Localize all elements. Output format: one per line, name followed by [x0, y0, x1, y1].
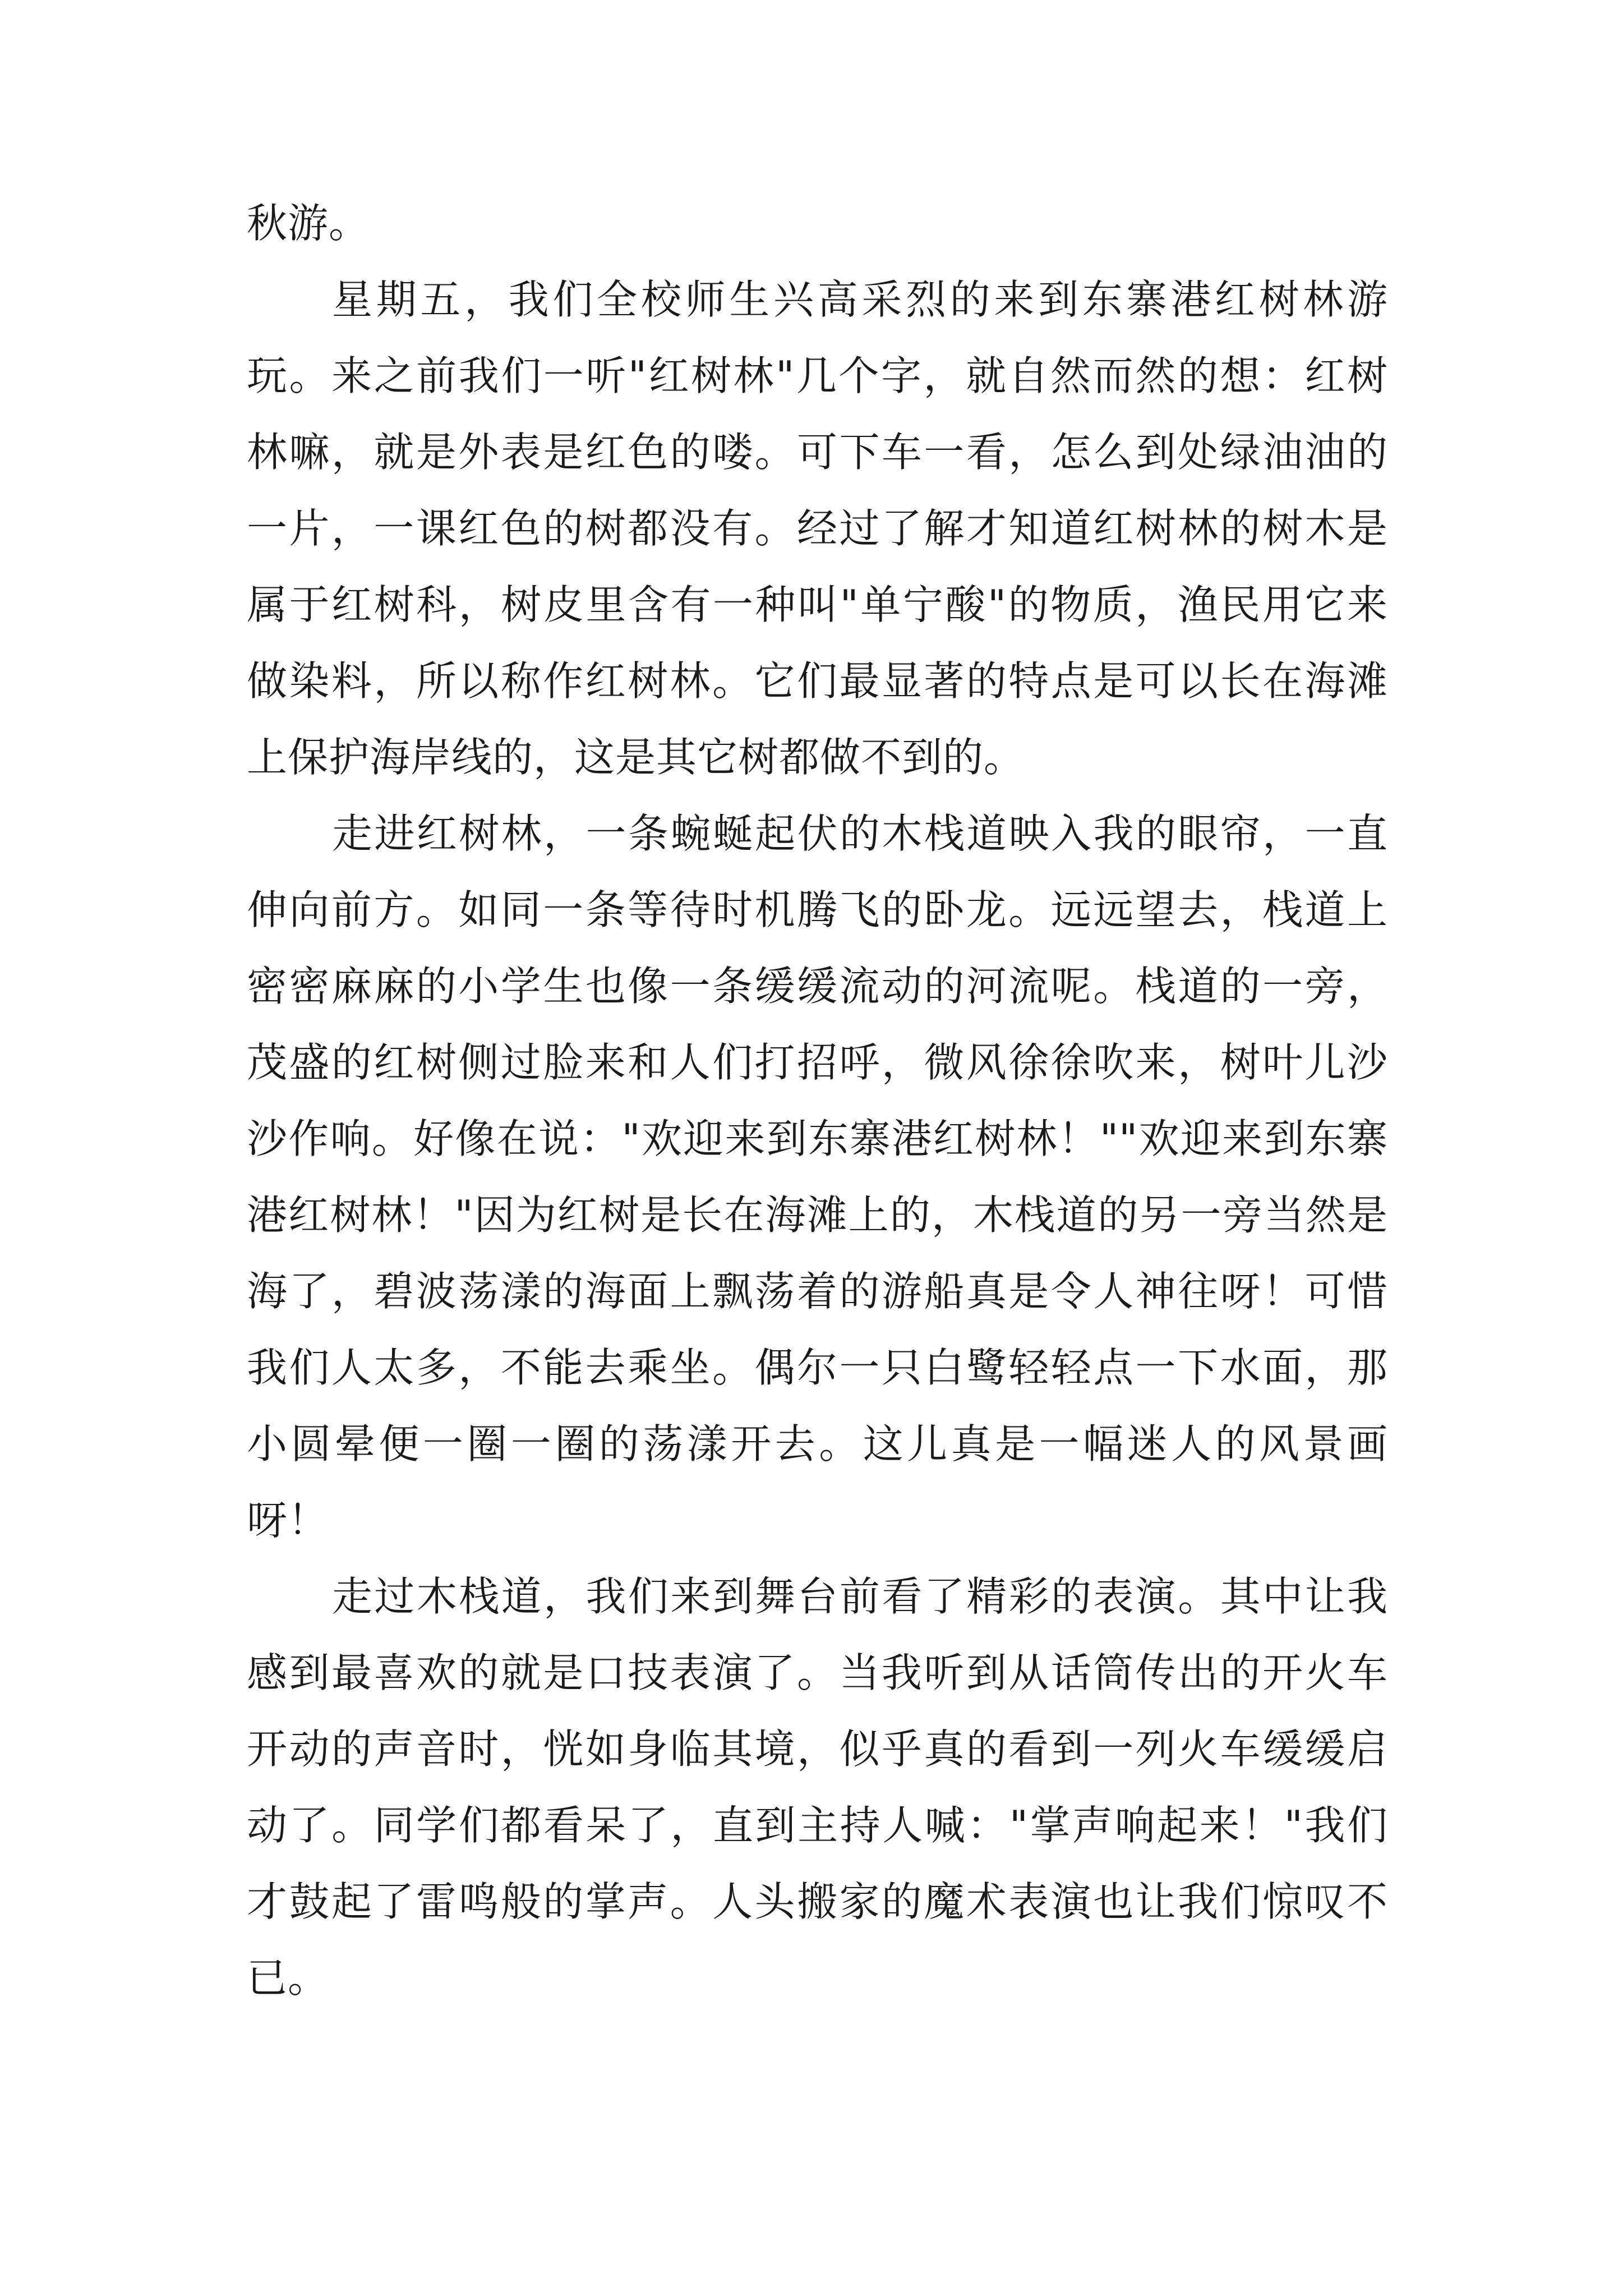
article-body: [247, 185, 1388, 2016]
paragraph-4: 走过木栈道，我们来到舞台前看了精彩的表演。其中让我感到最喜欢的就是口技表演了。当我听到从话筒传出的开火车开动的声音时，恍如身临其境，似乎真的看到一列火车缓缓启动了。同学们都看呆了，直到主持人喊："掌声响起来！"我们才鼓起了雷鸣般的掌声。人头搬家的魔术表演也让我们惊叹不已。: [247, 1573, 1388, 2001]
paragraph-1: 秋游。: [247, 200, 370, 247]
paragraph-2: 星期五，我们全校师生兴高采烈的来到东寨港红树林游玩。来之前我们一听"红树林"几个字，就自然而然的想：红树林嘛，就是外表是红色的喽。可下车一看，怎么到处绿油油的一片，一课红色的树都没有。经过了解才知道红树林的树木是属于红树科，树皮里含有一种叫"单宁酸"的物质，渔民用它来做染料，所以称作红树林。它们最显著的特点是可以长在海滩上保护海岸线的，这是其它树都做不到的。: [247, 276, 1388, 781]
paragraph-3: 走进红树林，一条蜿蜒起伏的木栈道映入我的眼帘，一直伸向前方。如同一条等待时机腾飞的卧龙。远远望去，栈道上密密麻麻的小学生也像一条缓缓流动的河流呢。栈道的一旁，茂盛的红树侧过脸来和人们打招呼，微风徐徐吹来，树叶儿沙沙作响。好像在说："欢迎来到东寨港红树林！""欢迎来到东寨港红树林！"因为红树是长在海滩上的，木栈道的另一旁当然是海了，碧波荡漾的海面上飘荡着的游船真是令人神往呀！可惜我们人太多，不能去乘坐。偶尔一只白鹭轻轻点一下水面，那小圆晕便一圈一圈的荡漾开去。这儿真是一幅迷人的风景画呀！: [247, 810, 1388, 1544]
